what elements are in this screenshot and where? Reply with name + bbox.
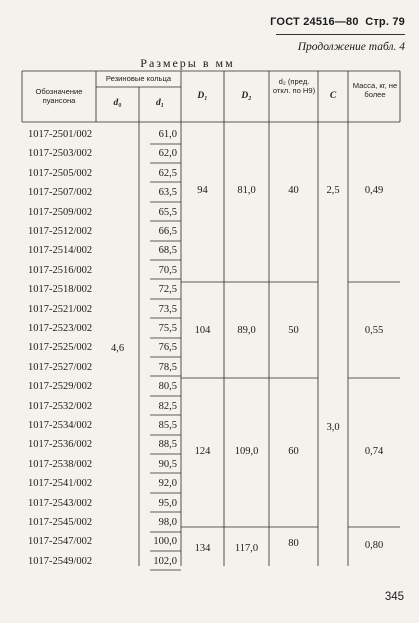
group-2-mass: 0,55	[364, 325, 384, 336]
table-row-d1: 100,0	[153, 536, 177, 548]
group-2-D1: 104	[194, 325, 211, 336]
c-value-2: 3,0	[326, 422, 340, 433]
table-row-d1: 72,5	[158, 284, 177, 296]
header-d1: d₁	[155, 98, 165, 108]
group-1-D2: 81,0	[237, 185, 256, 196]
page-number: 345	[384, 591, 404, 603]
table-row-code: 1017-2509/002	[28, 206, 93, 218]
table-row-d1: 66,5	[158, 226, 177, 237]
table-row-code: 1017-2503/002	[28, 148, 93, 160]
table-row-code: 1017-2547/002	[28, 536, 93, 548]
table-title: Размеры в мм	[140, 56, 235, 70]
table-row-code: 1017-2514/002	[28, 245, 93, 257]
table-row-d1: 61,0	[158, 129, 177, 140]
table-row-code: 1017-2527/002	[28, 361, 93, 373]
table-row-d1: 82,5	[158, 400, 177, 412]
table-row-d1: 78,5	[158, 361, 177, 373]
table-row-code: 1017-2525/002	[28, 342, 93, 354]
table-row-d1: 62,0	[158, 148, 177, 160]
header-d0: d₀	[113, 98, 122, 108]
group-4-mass: 0,80	[364, 540, 384, 551]
table-row-d1: 65,5	[158, 206, 177, 218]
table-row-code: 1017-2529/002	[28, 381, 93, 393]
d0-merged-cell: 4,6	[110, 343, 125, 354]
table-row-d1: 92,0	[158, 478, 177, 490]
table-row-code: 1017-2536/002	[28, 439, 93, 451]
table-row-code: 1017-2516/002	[28, 264, 93, 276]
table-row-d1: 95,0	[158, 497, 177, 509]
group-3-d2: 60	[288, 446, 299, 457]
header-d2: d₂ (пред. откл. по H9)	[272, 77, 316, 95]
group-3-D1: 124	[194, 446, 211, 457]
header-D2: D₂	[241, 91, 252, 101]
group-1-mass: 0,49	[364, 185, 384, 196]
table-row-d1: 62,5	[158, 167, 177, 179]
group-4-D1: 134	[194, 543, 211, 554]
table-row-code: 1017-2534/002	[28, 420, 93, 431]
table-row-d1: 88,5	[158, 439, 177, 451]
group-2-D2: 89,0	[237, 325, 256, 336]
header-rubber-rings: Резиновые кольца	[105, 74, 172, 83]
table-row-code: 1017-2507/002	[28, 187, 93, 199]
table-row-code: 1017-2541/002	[28, 478, 93, 490]
table-row-d1: 80,5	[158, 381, 177, 393]
table-row-code: 1017-2532/002	[28, 400, 93, 412]
table-row-code: 1017-2505/002	[28, 167, 93, 179]
table-row-code: 1017-2543/002	[28, 497, 93, 509]
table-row-d1: 73,5	[158, 303, 177, 315]
group-3-mass: 0,74	[364, 446, 384, 457]
table-row-d1: 102,0	[153, 555, 177, 567]
table-row-code: 1017-2512/002	[28, 226, 93, 237]
group-1-d2: 40	[288, 185, 299, 196]
group-3-D2: 109,0	[234, 446, 259, 457]
table-row-d1: 85,5	[158, 420, 177, 431]
standard-code: ГОСТ 24516—80	[270, 16, 359, 28]
table-row-code: 1017-2538/002	[28, 458, 93, 470]
c-value-1: 2,5	[326, 185, 340, 196]
table-row-code: 1017-2518/002	[28, 284, 93, 296]
header-D1: D₁	[197, 91, 208, 101]
group-4-d2: 80	[288, 538, 299, 549]
table-row-code: 1017-2501/002	[28, 129, 93, 140]
table-row-code: 1017-2521/002	[28, 303, 93, 315]
continuation-caption: Продолжение табл. 4	[297, 41, 405, 53]
page-label: Стр. 79	[365, 16, 405, 28]
table-row-d1: 76,5	[158, 342, 177, 354]
header-designation: Обозначение пуансона	[35, 87, 83, 105]
group-1-D1: 94	[197, 185, 208, 196]
table-row-d1: 68,5	[158, 245, 177, 257]
table-row-code: 1017-2549/002	[28, 555, 93, 567]
group-4-D2: 117,0	[234, 543, 259, 554]
header-mass: Масса, кг, не более	[352, 81, 398, 99]
table-row-d1: 70,5	[158, 264, 177, 276]
table-row-d1: 75,5	[158, 323, 177, 334]
table-row-code: 1017-2545/002	[28, 517, 93, 528]
table-row-d1: 90,5	[158, 458, 177, 470]
table-row-d1: 98,0	[158, 517, 177, 528]
table-row-d1: 63,5	[158, 187, 177, 199]
table-row-code: 1017-2523/002	[28, 323, 93, 334]
group-2-d2: 50	[288, 325, 299, 336]
header-C: C	[329, 91, 337, 101]
